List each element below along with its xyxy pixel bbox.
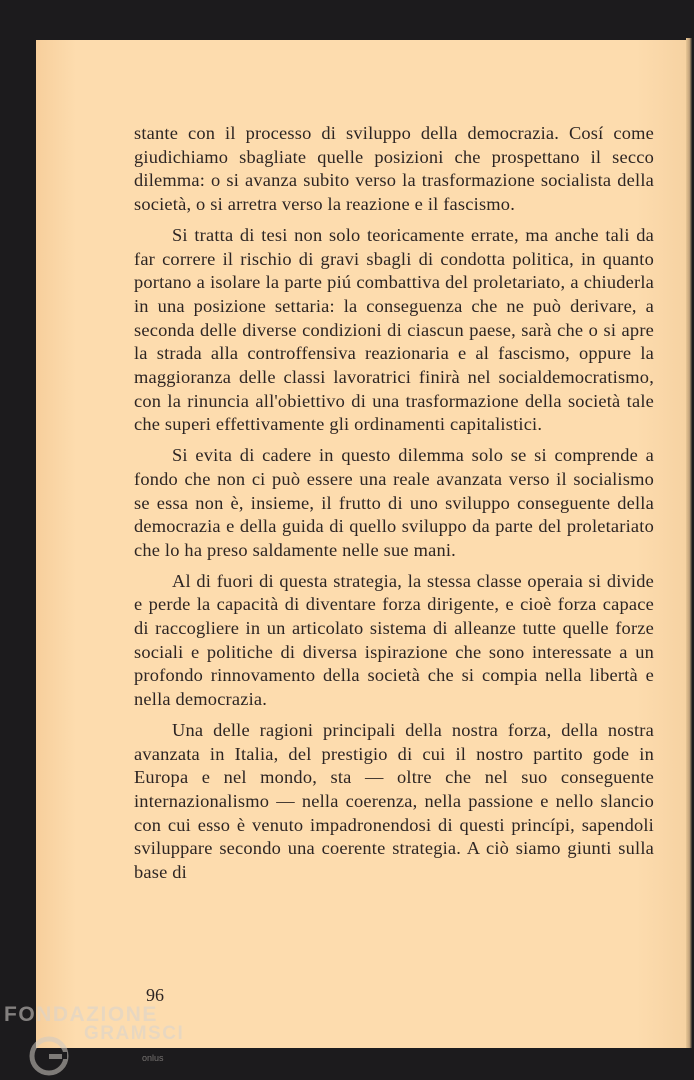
- watermark-line-3: onlus: [142, 1053, 164, 1063]
- paragraph-5: Una delle ragioni principali della nostra forza, della nostra avanzata in Italia, del prestigio di cui il nostro partito gode in Europa e nel mondo, sta — oltre che nel suo conseguente internazionalismo — nella coerenza, nella passione e nello slancio con cui esso è venuto impadronendosi di questi princípi, sapendoli sviluppare secondo una coerente strategia. A ciò siamo giunti sulla base di: [134, 719, 654, 883]
- watermark-line-1: FONDAZIONE: [4, 1003, 158, 1026]
- paragraph-4: Al di fuori di questa strategia, la stessa classe operaia si divide e perde la capacità di diventare forza dirigente, e cioè forza capace di raccogliere in un articolato sistema di alleanze tutte quelle forze sociali e politiche di diversa ispirazione che sono interessate a un profondo rinnovamento della società che si compia nella libertà e nella democrazia.: [134, 570, 654, 710]
- book-page: [36, 40, 686, 1048]
- paragraph-2: Si tratta di tesi non solo teoricamente errate, ma anche tali da far correre il rischio di gravi sbagli di condotta politica, in quanto portano a isolare la parte piú combattiva del proletariato, a chiuderla in una posizione settaria: la conseguenza che ne può derivare, a seconda delle diverse condizioni di ciascun paese, sarà che o si apre la strada alla controffensiva reazionaria e al fascismo, oppure la maggioranza delle classi lavoratrici finirà nel socialdemocratismo, con la rinuncia all'obiettivo di una trasformazione della società tale che superi effettivamente gli ordinamenti capitalistici.: [134, 224, 654, 435]
- g-logo-icon: [28, 1035, 70, 1077]
- paragraph-3: Si evita di cadere in questo dilemma solo se si comprende a fondo che non ci può essere una reale avanzata verso il socialismo se essa non è, insieme, il frutto di uno sviluppo conseguente della democrazia e della guida di quello sviluppo da parte del proletariato che lo ha preso saldamente nelle sue mani.: [134, 445, 654, 560]
- watermark: [2, 1003, 185, 1079]
- watermark-line-2: GRAMSCI: [84, 1023, 185, 1044]
- body-text: [134, 122, 654, 892]
- page-number: 96: [146, 985, 164, 1005]
- page-edge: [686, 38, 692, 1048]
- paragraph-1: stante con il processo di sviluppo della democrazia. Cosí come giudichiamo sbagliate quelle posizioni che prospettano il secco dilemma: o si avanza subito verso la trasformazione socialista della società, o si arretra verso la reazione e il fascismo.: [134, 123, 654, 215]
